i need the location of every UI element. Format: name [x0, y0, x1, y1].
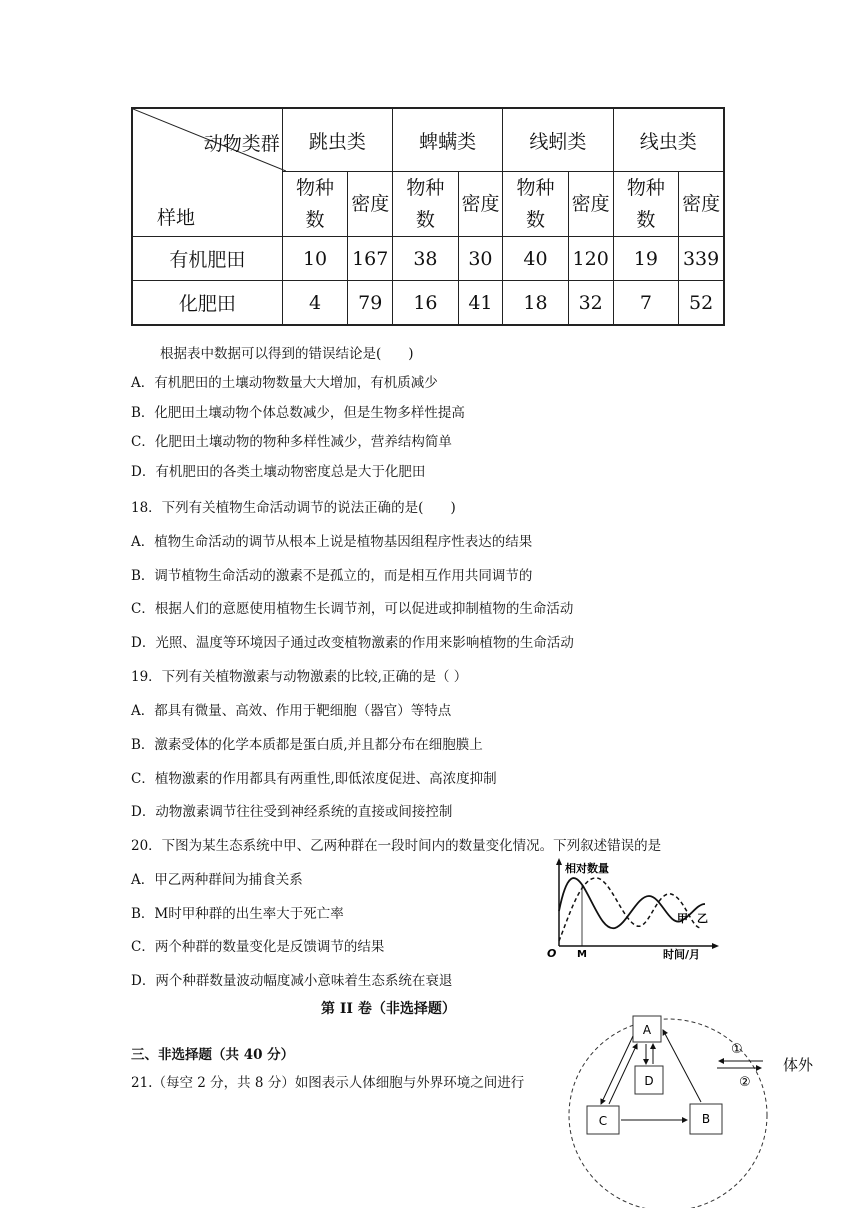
- sub-header-density: 密度: [679, 172, 724, 237]
- soil-animal-table: [131, 107, 725, 326]
- table-cell: 10: [282, 237, 348, 281]
- table-cell: 7: [613, 281, 679, 326]
- q17-option-d: D．有机肥田的各类土壤动物密度总是大于化肥田: [131, 464, 426, 480]
- table-cell: 19: [613, 237, 679, 281]
- node-c-label: C: [598, 1114, 608, 1128]
- q19-option-c: C．植物激素的作用都具有两重性,即低浓度促进、高浓度抑制: [131, 771, 497, 787]
- q20-option-a: A．甲乙两种群间为捕食关系: [131, 872, 303, 888]
- table-cell: 79: [348, 281, 393, 326]
- y-axis-arrow: [556, 858, 562, 865]
- sub-header-species: 物种 数: [613, 172, 679, 237]
- q17-option-a: A．有机肥田的土壤动物数量大大增加，有机质减少: [131, 375, 438, 391]
- q17-option-c: C．化肥田土壤动物的物种多样性减少，营养结构简单: [131, 434, 452, 450]
- table-corner-cell: [132, 108, 282, 237]
- table-cell: 40: [503, 237, 569, 281]
- q17-stem: 根据表中数据可以得到的错误结论是( ): [160, 346, 414, 362]
- table-row: [132, 281, 724, 326]
- table-cell: 167: [348, 237, 393, 281]
- sub-header-species: 物种 数: [393, 172, 459, 237]
- q19-option-a: A．都具有微量、高效、作用于靶细胞（器官）等特点: [131, 703, 452, 719]
- arrow-a-to-c: [601, 1036, 633, 1104]
- node-a-label: A: [642, 1023, 652, 1037]
- group-header: 蜱螨类: [393, 108, 503, 172]
- sub-header-density: 密度: [348, 172, 393, 237]
- q20-option-c: C．两个种群的数量变化是反馈调节的结果: [131, 939, 385, 955]
- series-yi-line: [559, 878, 701, 941]
- q19-option-d: D．动物激素调节往往受到神经系统的直接或间接控制: [131, 804, 453, 820]
- q18-option-a: A．植物生命活动的调节从根本上说是植物基因组程序性表达的结果: [131, 534, 533, 550]
- label-1: ①: [731, 1042, 743, 1057]
- table-cell: 38: [393, 237, 459, 281]
- sub-header-species: 物种 数: [282, 172, 348, 237]
- section-heading: 三、非选择题（共 40 分）: [131, 1047, 295, 1063]
- table-cell: 18: [503, 281, 569, 326]
- corner-bottom-label: 样地: [157, 207, 196, 229]
- label-2: ②: [739, 1075, 751, 1090]
- q18-option-b: B．调节植物生命活动的激素不是孤立的，而是相互作用共同调节的: [131, 568, 533, 584]
- series-yi-label: 乙: [697, 912, 708, 925]
- q18-stem: 18．下列有关植物生命活动调节的说法正确的是( ): [131, 500, 456, 516]
- q17-option-b: B．化肥田土壤动物个体总数减少，但是生物多样性提高: [131, 405, 465, 421]
- row-label: 化肥田: [132, 281, 282, 326]
- origin-label: O: [547, 947, 557, 960]
- table-cell: 52: [679, 281, 724, 326]
- sub-header-species: 物种 数: [503, 172, 569, 237]
- q20-stem: 20．下图为某生态系统中甲、乙两种群在一段时间内的数量变化情况。下列叙述错误的是: [131, 838, 662, 854]
- table-cell: 30: [458, 237, 502, 281]
- corner-top-label: 动物类群: [203, 133, 280, 155]
- section-title: 第 II 卷（非选择题）: [321, 1001, 456, 1017]
- x-axis-label: 时间/月: [663, 948, 701, 961]
- q18-option-c: C．根据人们的意愿使用植物生长调节剂，可以促进或抑制植物的生命活动: [131, 601, 574, 617]
- m-label: M: [577, 949, 587, 960]
- node-d-label: D: [644, 1074, 654, 1088]
- table-cell: 16: [393, 281, 459, 326]
- table-cell: 120: [568, 237, 613, 281]
- sub-header-density: 密度: [458, 172, 502, 237]
- row-label: 有机肥田: [132, 237, 282, 281]
- arrow-c-to-a: [609, 1044, 637, 1104]
- table-cell: 32: [568, 281, 613, 326]
- series-jia-label: 甲: [677, 912, 688, 925]
- table-cell: 41: [458, 281, 502, 326]
- group-header: 线虫类: [613, 108, 724, 172]
- q18-option-d: D．光照、温度等环境因子通过改变植物激素的作用来影响植物的生命活动: [131, 635, 574, 651]
- table-row: [132, 237, 724, 281]
- body-environment-diagram: [565, 1008, 830, 1208]
- population-chart: [545, 856, 730, 961]
- q19-stem: 19．下列有关植物激素与动物激素的比较,正确的是（ ）: [131, 669, 468, 685]
- group-header: 线蚓类: [503, 108, 613, 172]
- group-header: 跳虫类: [282, 108, 392, 172]
- y-axis-label: 相对数量: [565, 862, 609, 875]
- outside-label: 体外: [783, 1056, 814, 1074]
- x-axis-arrow: [712, 943, 719, 949]
- q20-option-b: B．M时甲种群的出生率大于死亡率: [131, 906, 344, 922]
- table-cell: 339: [679, 237, 724, 281]
- arrow-b-to-a: [663, 1030, 701, 1102]
- node-b-label: B: [701, 1112, 711, 1126]
- sub-header-density: 密度: [568, 172, 613, 237]
- q20-option-d: D．两个种群数量波动幅度减小意味着生态系统在衰退: [131, 973, 453, 989]
- q21-stem: 21.（每空 2 分，共 8 分）如图表示人体细胞与外界环境之间进行: [131, 1075, 525, 1091]
- table-cell: 4: [282, 281, 348, 326]
- q19-option-b: B．激素受体的化学本质都是蛋白质,并且都分布在细胞膜上: [131, 737, 483, 753]
